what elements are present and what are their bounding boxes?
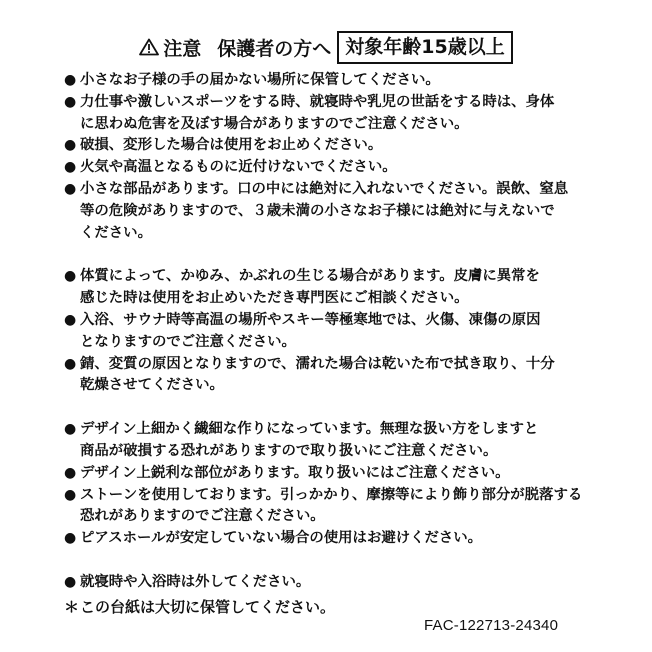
caution-line: 商品が破損する恐れがありますので取り扱いにご注意ください。 <box>80 442 498 459</box>
caution-line: ストーンを使用しております。引っかかり、摩擦等により飾り部分が脱落する <box>80 486 583 503</box>
asterisk-icon: ＊ <box>64 597 80 616</box>
caution-item <box>64 135 612 157</box>
caution-line: 入浴、サウナ時等高温の場所やスキー等極寒地では、火傷、凍傷の原因 <box>80 311 541 328</box>
caution-line: デザイン上細かく繊細な作りになっています。無理な扱い方をしますと <box>80 421 539 438</box>
caution-item <box>64 266 612 310</box>
caution-line: 乾燥させてください。 <box>80 377 224 394</box>
caution-item-text <box>80 157 612 179</box>
caution-line: 破損、変形した場合は使用をお止めください。 <box>80 137 383 154</box>
bullet-icon: ● <box>64 180 77 197</box>
caution-item <box>64 157 612 179</box>
caution-item <box>64 528 612 550</box>
caution-item-text <box>80 179 612 244</box>
storage-note <box>64 597 612 619</box>
caution-line: ピアスホールが安定していない場合の使用はお避けください。 <box>80 530 483 547</box>
caution-item <box>64 354 612 398</box>
caution-item <box>64 310 612 354</box>
caution-item-text <box>80 266 612 310</box>
caution-item <box>64 485 612 529</box>
caution-title: 注意 <box>163 37 202 60</box>
caution-item <box>64 419 612 463</box>
caution-line: 錆、変質の原因となりますので、濡れた場合は乾いた布で拭き取り、十分 <box>80 355 555 372</box>
group-spacer <box>64 397 612 419</box>
caution-item <box>64 572 612 594</box>
caution-item-text <box>80 135 612 157</box>
caution-item-text <box>80 92 612 136</box>
bullet-icon: ● <box>64 421 77 438</box>
bullet-icon: ● <box>64 137 77 154</box>
bullet-icon: ● <box>64 72 77 88</box>
warning-triangle-icon <box>139 38 159 56</box>
caution-line: 火気や高温となるものに近付けないでください。 <box>80 159 397 176</box>
caution-header <box>0 30 652 64</box>
caution-item-text <box>80 419 612 463</box>
caution-line: 等の危険がありますので、３歳未満の小さなお子様には絶対に与えないで <box>80 202 555 219</box>
bullet-icon: ● <box>64 159 77 176</box>
bullet-icon: ● <box>64 486 77 503</box>
caution-line: 小さなお子様の手の届かない場所に保管してください。 <box>80 72 440 88</box>
caution-item <box>64 70 612 92</box>
bullet-icon: ● <box>64 93 77 110</box>
product-code: FAC-122713-24340 <box>424 617 559 634</box>
age-label: 対象年齢15歳以上 <box>337 31 512 64</box>
caution-item <box>64 463 612 485</box>
caution-line: 感じた時は使用をお止めいただき専門医にご相談ください。 <box>80 290 469 307</box>
group-spacer <box>64 550 612 572</box>
caution-line: 体質によって、かゆみ、かぶれの生じる場合があります。皮膚に異常を <box>80 268 540 285</box>
guardian-subtitle: 保護者の方へ <box>217 37 332 60</box>
caution-item-text <box>80 463 612 485</box>
caution-line: デザイン上鋭利な部位があります。取り扱いにはご注意ください。 <box>80 464 510 481</box>
caution-item-text <box>80 70 612 92</box>
caution-line: 力仕事や激しいスポーツをする時、就寝時や乳児の世話をする時は、身体 <box>80 93 555 110</box>
bullet-icon: ● <box>64 311 77 328</box>
bullet-icon: ● <box>64 464 77 481</box>
caution-line: 小さな部品があります。口の中には絶対に入れないでください。誤飲、窒息 <box>80 180 569 197</box>
caution-item-text <box>80 310 612 354</box>
caution-line: に思わぬ危害を及ぼす場合がありますのでご注意ください。 <box>80 115 469 132</box>
storage-note-text: この台紙は大切に保管してください。 <box>80 597 336 616</box>
caution-line: ください。 <box>80 224 152 241</box>
caution-item-text <box>80 485 612 529</box>
bullet-icon: ● <box>64 268 77 285</box>
caution-item <box>64 92 612 136</box>
bullet-icon: ● <box>64 573 77 590</box>
bullet-icon: ● <box>64 530 77 547</box>
caution-list <box>64 70 612 619</box>
caution-line: 就寝時や入浴時は外してください。 <box>80 573 311 590</box>
bullet-icon: ● <box>64 355 77 372</box>
caution-item <box>64 179 612 244</box>
caution-item-text <box>80 528 612 550</box>
group-spacer <box>64 244 612 266</box>
caution-item-text <box>80 572 612 594</box>
caution-line: 恐れがありますのでご注意ください。 <box>80 508 325 525</box>
caution-line: となりますのでご注意ください。 <box>80 333 296 350</box>
caution-item-text <box>80 354 612 398</box>
